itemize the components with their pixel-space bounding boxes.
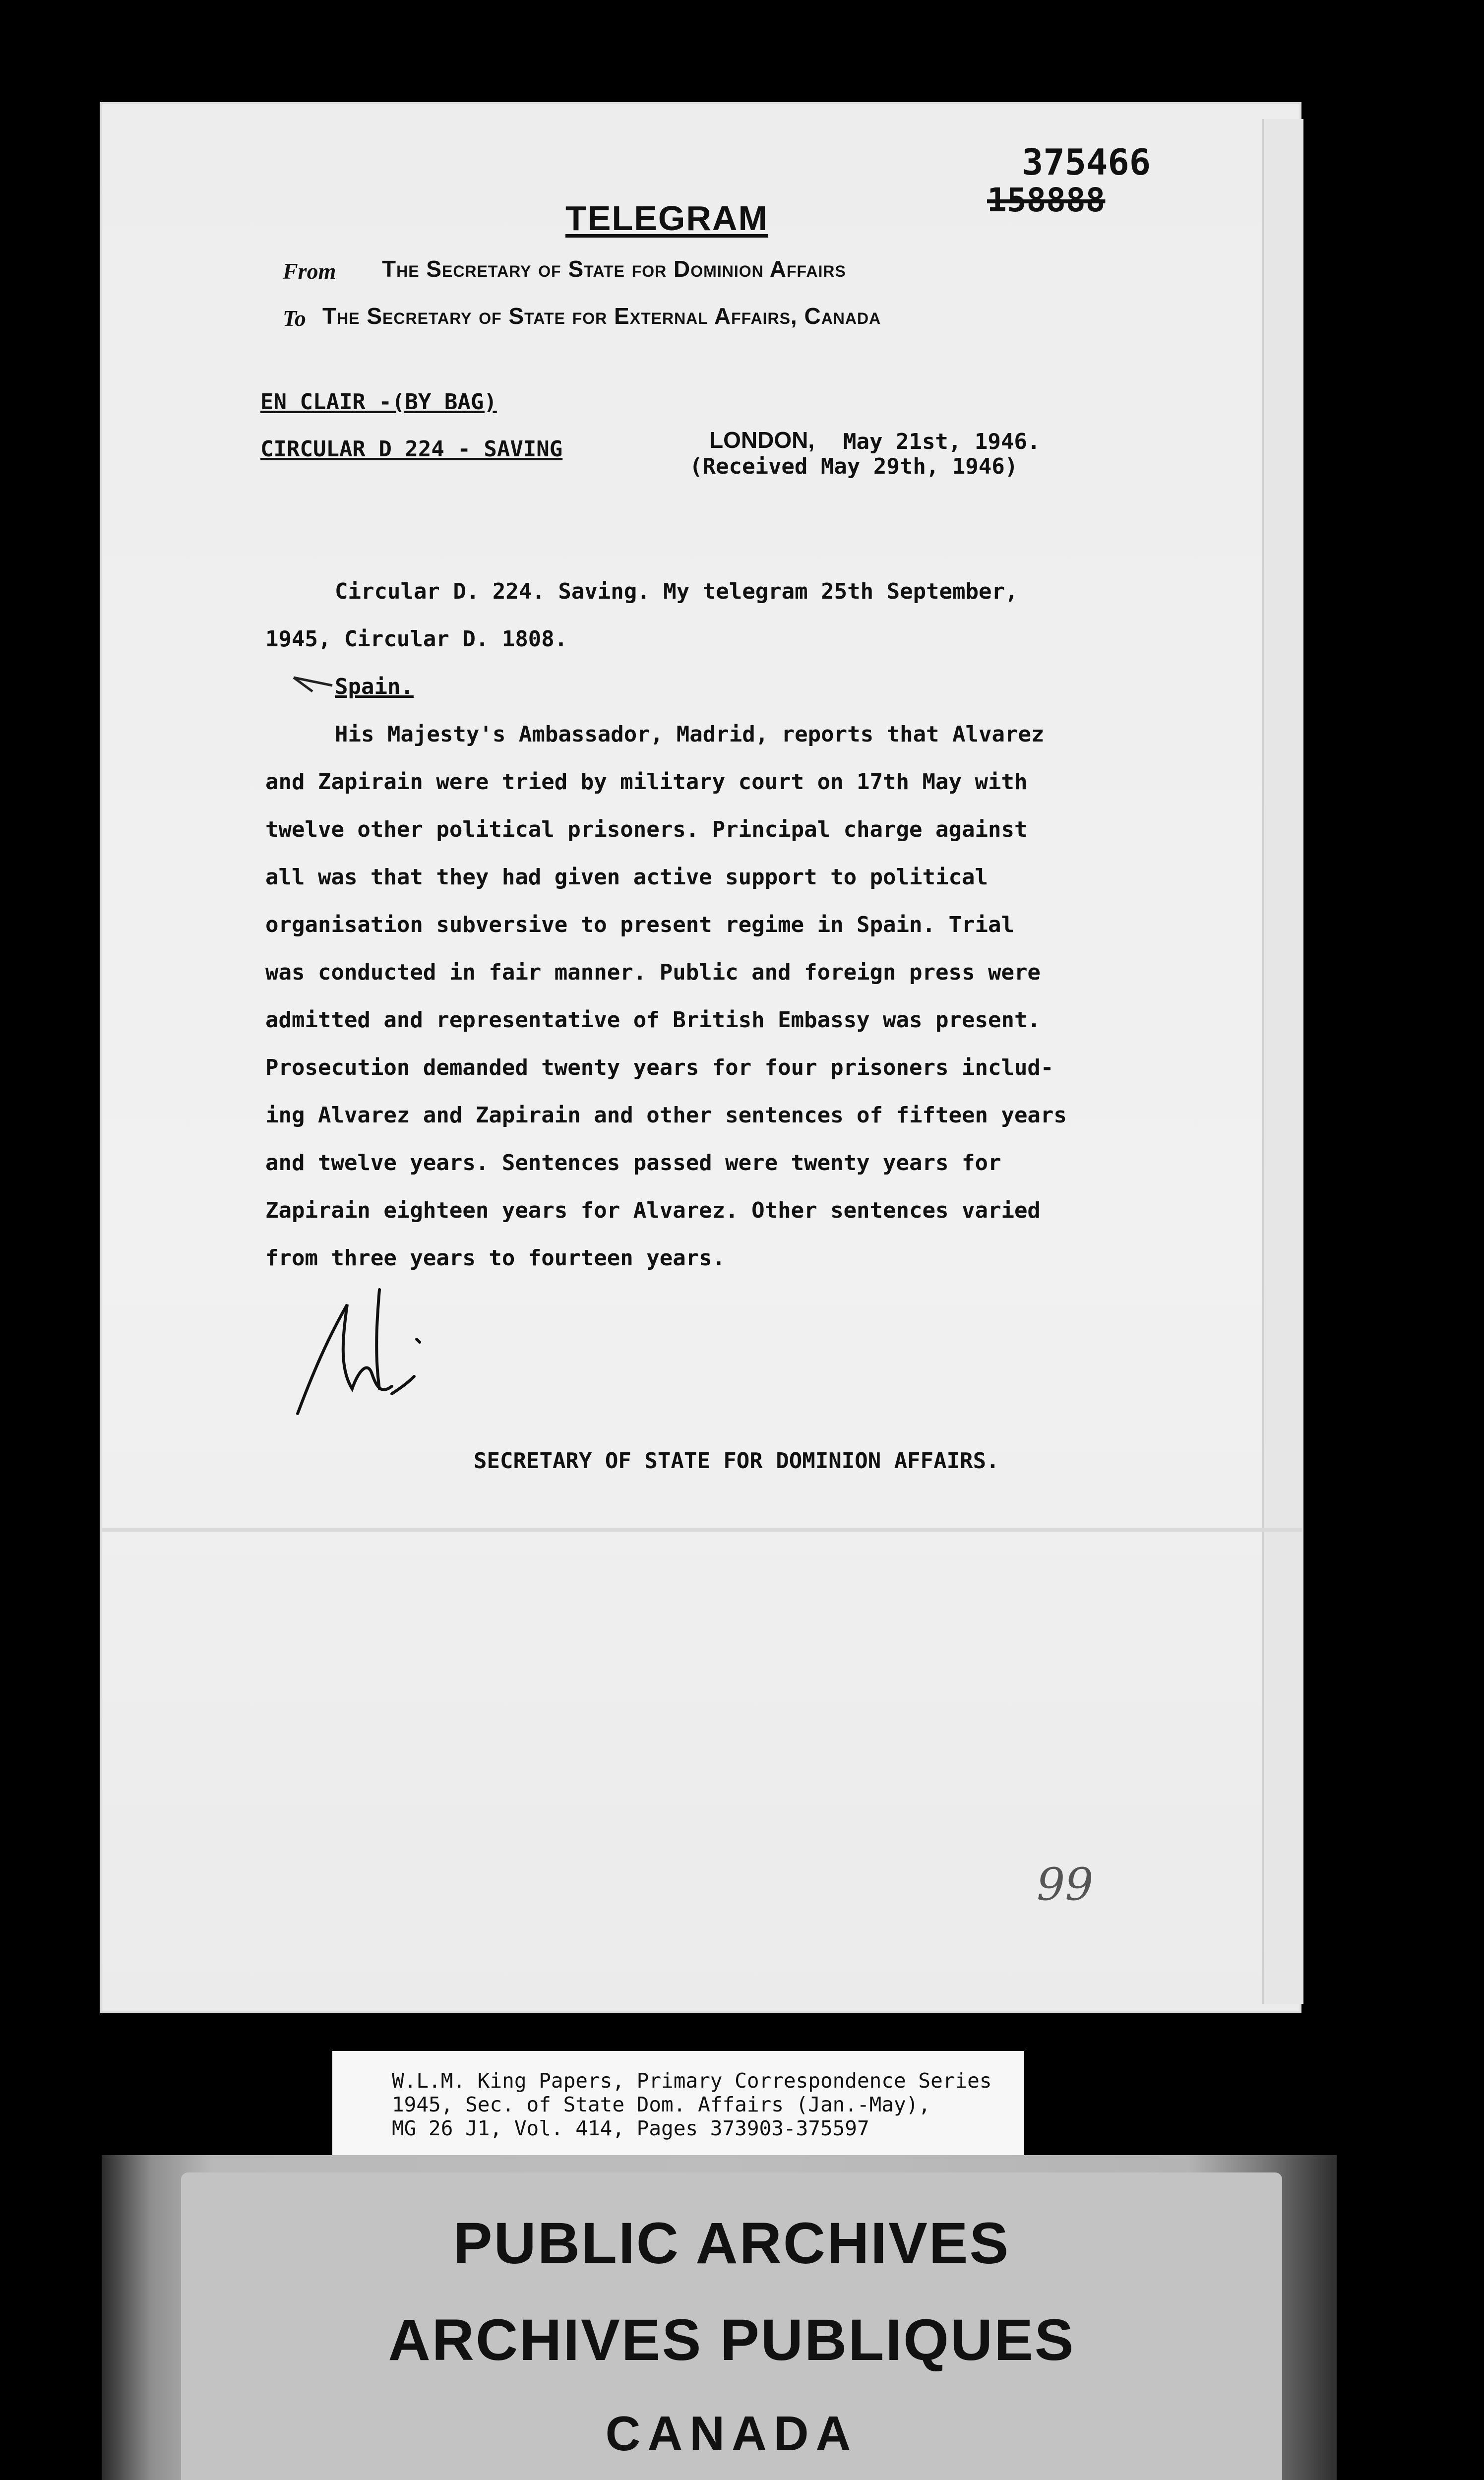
paper-fold [102,1528,1302,1532]
body-line: admitted and representative of British Embassy was present. [265,1007,1041,1033]
body-line: and Zapirain were tried by military court on 17th May with [265,769,1028,795]
body-line: from three years to fourteen years. [265,1245,726,1271]
archive-stamp [102,2155,1337,2480]
archive-stamp-line-3: CANADA [605,2406,858,2461]
from-label: From [283,258,336,284]
received-date: (Received May 29th, 1946) [689,454,1018,479]
en-clair-line: EN CLAIR -(BY BAG) [260,389,497,415]
to-value: The Secretary of State for External Affairs, Canada [322,303,881,329]
body-line: organisation subversive to present regime in Spain. Trial [265,912,1014,937]
section-heading-spain: Spain. [335,674,414,699]
reference-card [332,2051,1024,2165]
body-line: 1945, Circular D. 1808. [265,626,568,652]
signature-line: SECRETARY OF STATE FOR DOMINION AFFAIRS. [474,1448,999,1474]
body-line: was conducted in fair manner. Public and foreign press were [265,960,1041,985]
reference-line: 1945, Sec. of State Dom. Affairs (Jan.-May), [392,2093,931,2116]
body-line: and twelve years. Sentences passed were twenty years for [265,1150,1001,1176]
reference-line: MG 26 J1, Vol. 414, Pages 373903-375597 [392,2116,869,2140]
telegram-body [265,568,1208,1282]
date: May 21st, 1946. [843,429,1041,454]
body-line: all was that they had given active support to political [265,865,988,890]
handwritten-initials [293,1275,432,1424]
body-line: Prosecution demanded twenty years for four prisoners includ- [265,1055,1054,1080]
circular-line: CIRCULAR D 224 - SAVING [260,436,563,462]
document-number: 375466 [1022,141,1151,183]
from-value: The Secretary of State for Dominion Affairs [382,256,846,282]
place: LONDON, [709,427,815,453]
archive-stamp-line-1: PUBLIC ARCHIVES [453,2211,1010,2276]
archive-stamp-line-2: ARCHIVES PUBLIQUES [388,2307,1075,2373]
body-line: Circular D. 224. Saving. My telegram 25th September, [335,579,1018,604]
body-line: twelve other political prisoners. Principal charge against [265,817,1028,842]
body-line: Zapirain eighteen years for Alvarez. Other sentences varied [265,1198,1041,1223]
sheet-edge [1262,119,1303,2004]
archive-stamp-panel [181,2172,1282,2480]
body-line: ing Alvarez and Zapirain and other sentences of fifteen years [265,1103,1067,1128]
body-line: His Majesty's Ambassador, Madrid, reports that Alvarez [335,722,1045,747]
reference-line: W.L.M. King Papers, Primary Correspondence Series [392,2069,992,2093]
struck-document-number: 158888 [987,181,1106,219]
to-label: To [283,306,306,331]
handwritten-page-number-text: 99 [1037,1859,1094,1910]
handwritten-page-number [1032,1855,1116,1910]
telegram-title: TELEGRAM [565,199,768,238]
